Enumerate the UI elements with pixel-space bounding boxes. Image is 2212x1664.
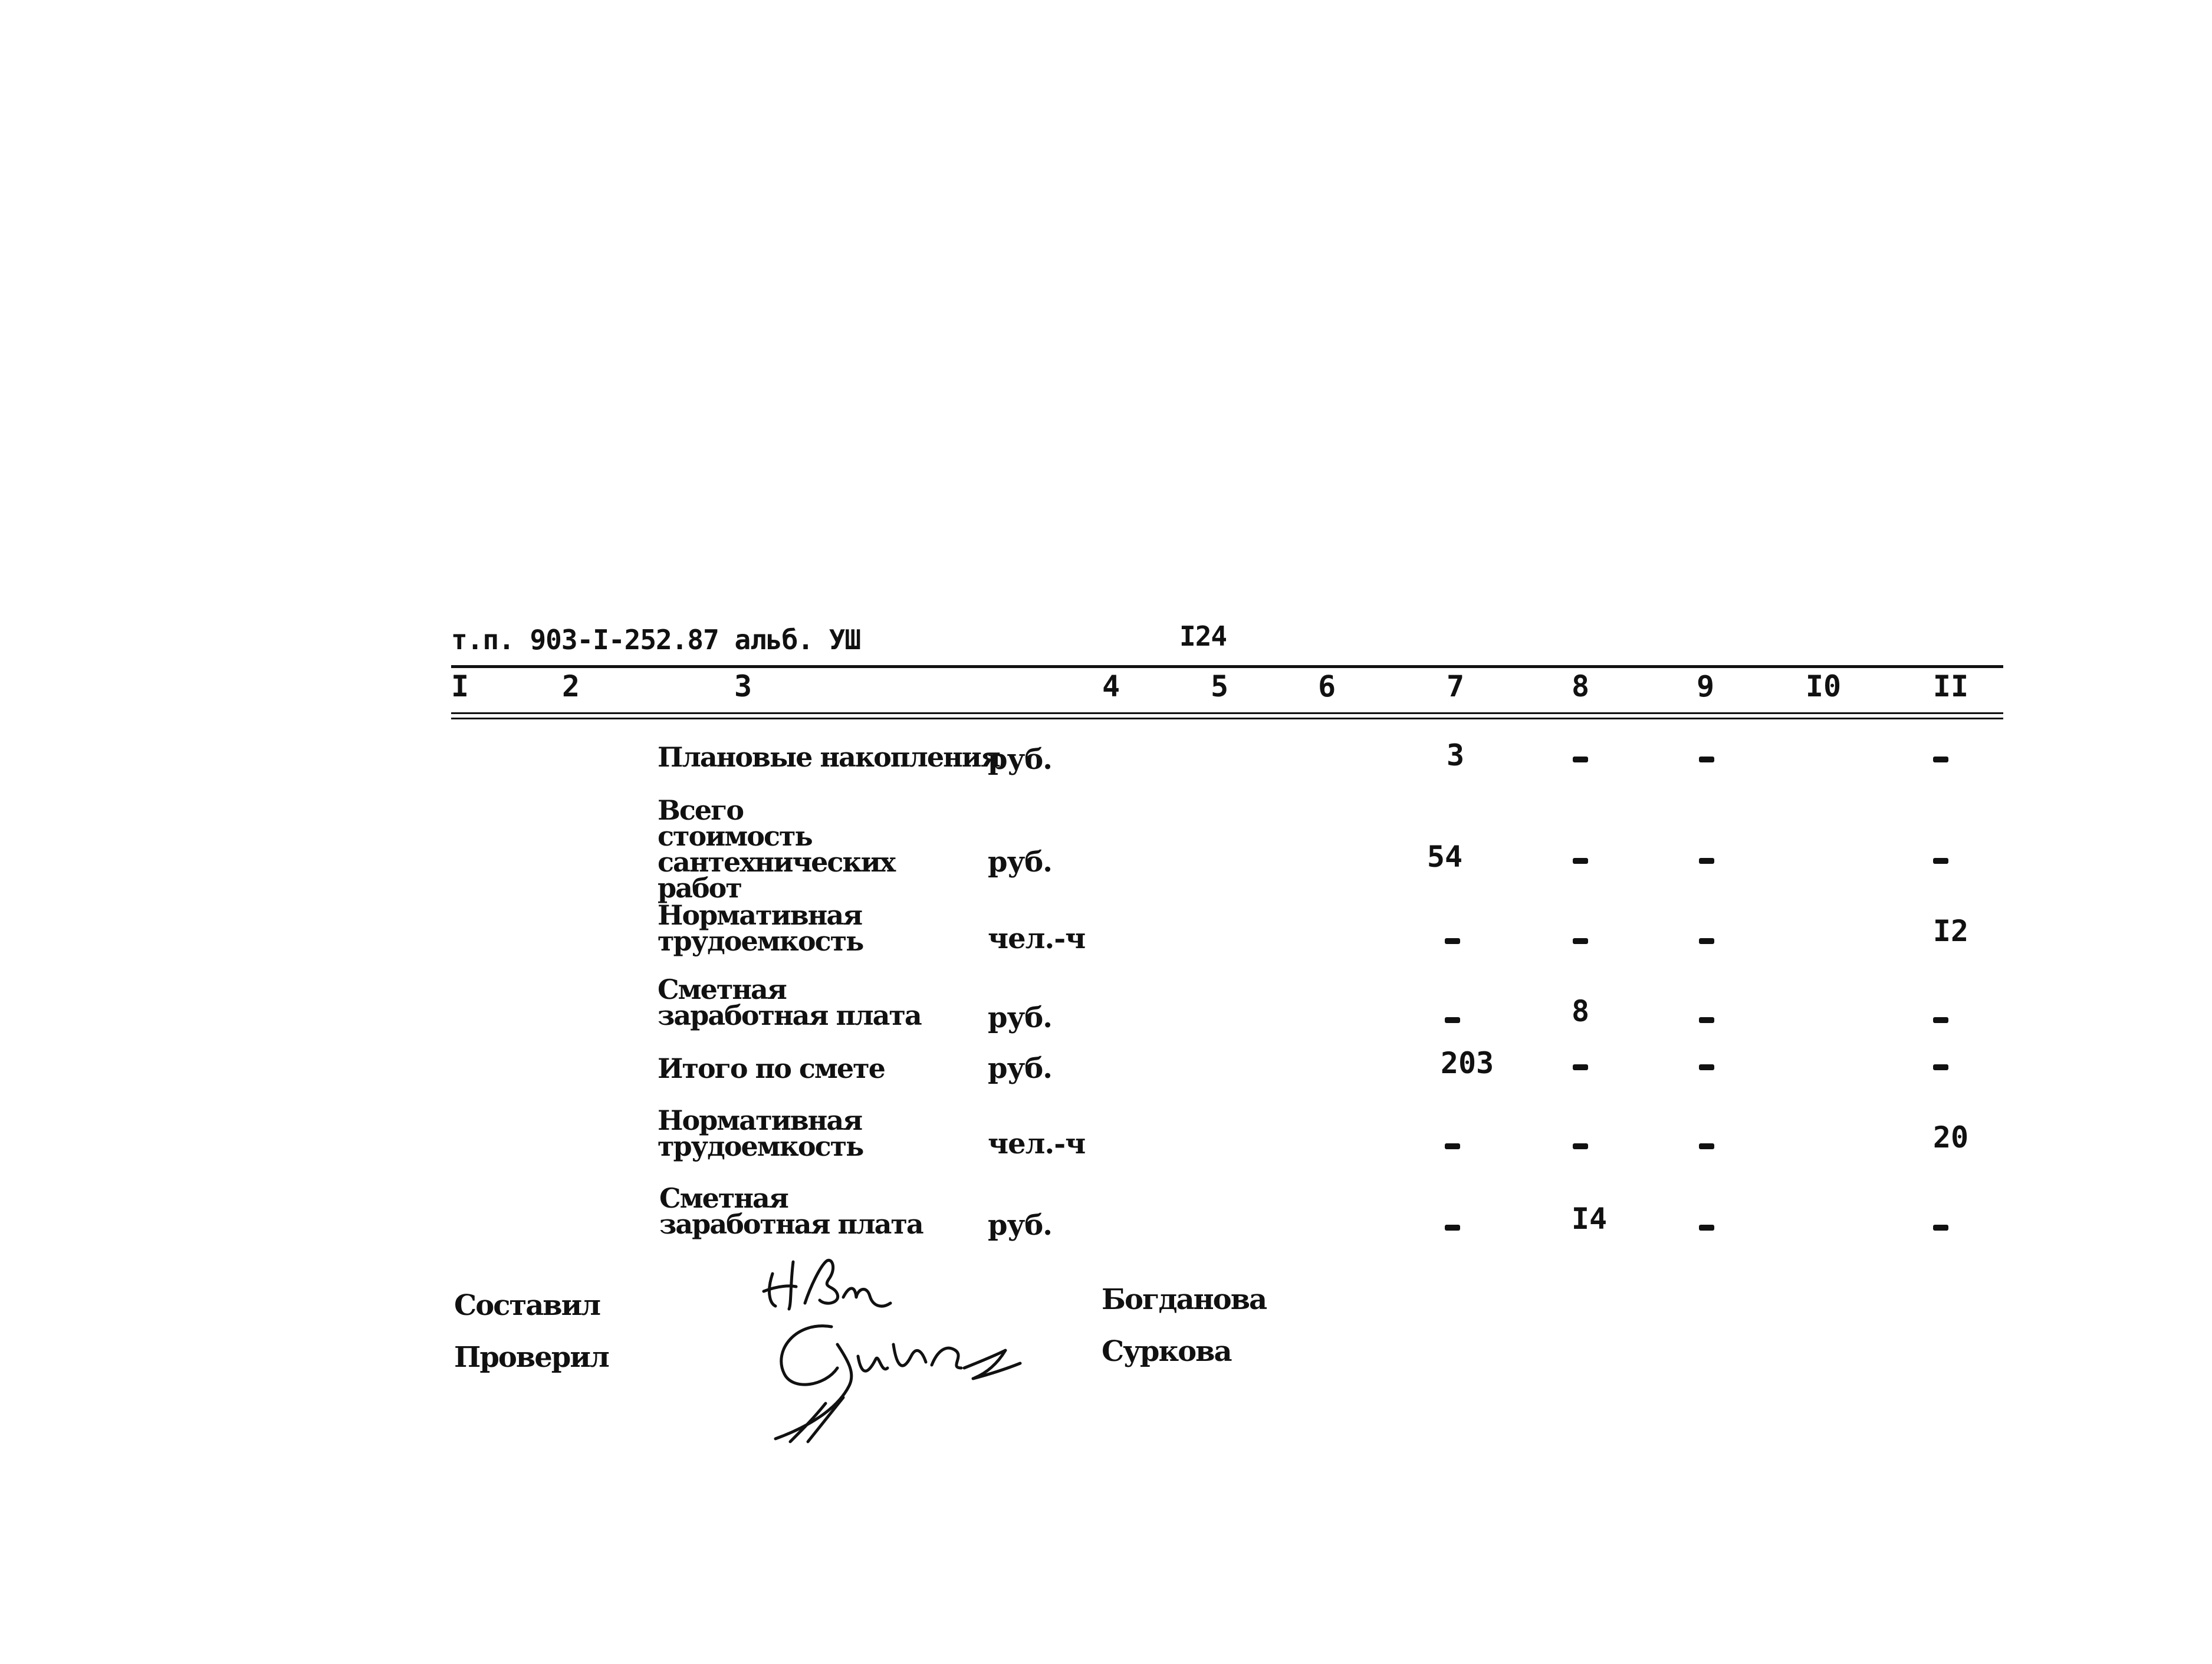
cell-col7-dash: [1445, 1014, 1460, 1025]
cell-col8: I4: [1571, 1202, 1608, 1236]
cell-col9-dash: [1699, 855, 1714, 866]
cell-col9-dash: [1699, 1222, 1714, 1233]
cell-col7-dash: [1445, 935, 1460, 946]
document-reference: т.п. 903-I-252.87 альб. УШ: [451, 624, 861, 656]
cell-col11-dash: [1933, 1061, 1948, 1073]
cell-col8-dash: [1573, 754, 1588, 765]
cell-col9-dash: [1699, 1061, 1714, 1073]
column-number-11: II: [1932, 669, 1969, 703]
cell-col8-dash: [1573, 1140, 1588, 1152]
column-number-5: 5: [1210, 669, 1229, 703]
cell-col11-dash: [1933, 855, 1948, 866]
cell-col11-dash: [1933, 1014, 1948, 1025]
row-unit: руб.: [988, 743, 1053, 776]
row-unit: руб.: [988, 1001, 1053, 1034]
row-label: Всего стоимость сантехнических работ: [658, 794, 895, 904]
cell-col7: 203: [1440, 1046, 1494, 1080]
row-label: Сметная заработная плата: [658, 974, 921, 1031]
row-unit: чел.-ч: [988, 1127, 1086, 1160]
cell-col11-dash: [1933, 754, 1948, 765]
column-number-1: I: [451, 669, 469, 703]
page-number: I24: [1179, 620, 1227, 652]
cell-col9-dash: [1699, 754, 1714, 765]
compiled-by-name: Богданова: [1102, 1283, 1267, 1316]
column-number-6: 6: [1317, 669, 1336, 703]
row-unit: чел.-ч: [988, 922, 1086, 955]
cell-col11: 20: [1932, 1120, 1969, 1155]
cell-col11: I2: [1932, 914, 1969, 948]
column-number-2: 2: [561, 669, 580, 703]
row-unit: руб.: [988, 1209, 1053, 1242]
row-label: Нормативная трудоемкость: [658, 899, 863, 957]
cell-col11-dash: [1933, 1222, 1948, 1233]
checked-by-name: Суркова: [1102, 1335, 1231, 1368]
row-label: Плановые накопления: [658, 741, 1000, 773]
header-bottom-rule-2: [451, 718, 2003, 719]
cell-col8-dash: [1573, 1061, 1588, 1073]
header-bottom-rule: [451, 712, 2003, 714]
row-unit: руб.: [988, 1052, 1053, 1085]
cell-col9-dash: [1699, 935, 1714, 946]
column-number-7: 7: [1446, 669, 1465, 703]
column-number-10: I0: [1805, 669, 1842, 703]
column-number-8: 8: [1571, 669, 1590, 703]
column-number-3: 3: [734, 669, 752, 703]
header-top-rule: [451, 665, 2003, 668]
cell-col7: 54: [1427, 840, 1463, 874]
cell-col7-dash: [1445, 1222, 1460, 1233]
column-number-4: 4: [1102, 669, 1120, 703]
column-number-9: 9: [1696, 669, 1715, 703]
cell-col7-dash: [1445, 1140, 1460, 1152]
cell-col8-dash: [1573, 935, 1588, 946]
cell-col7: 3: [1446, 738, 1465, 772]
signature-checked: [761, 1309, 1032, 1445]
cell-col9-dash: [1699, 1014, 1714, 1025]
compiled-by-label: Составил: [454, 1289, 600, 1322]
row-label: Нормативная трудоемкость: [658, 1104, 863, 1162]
row-unit: руб.: [988, 846, 1053, 879]
row-label: Сметная заработная плата: [659, 1182, 923, 1240]
cell-col8: 8: [1571, 994, 1590, 1028]
checked-by-label: Проверил: [454, 1341, 609, 1374]
cell-col9-dash: [1699, 1140, 1714, 1152]
row-label: Итого по смете: [658, 1053, 885, 1084]
cell-col8-dash: [1573, 855, 1588, 866]
